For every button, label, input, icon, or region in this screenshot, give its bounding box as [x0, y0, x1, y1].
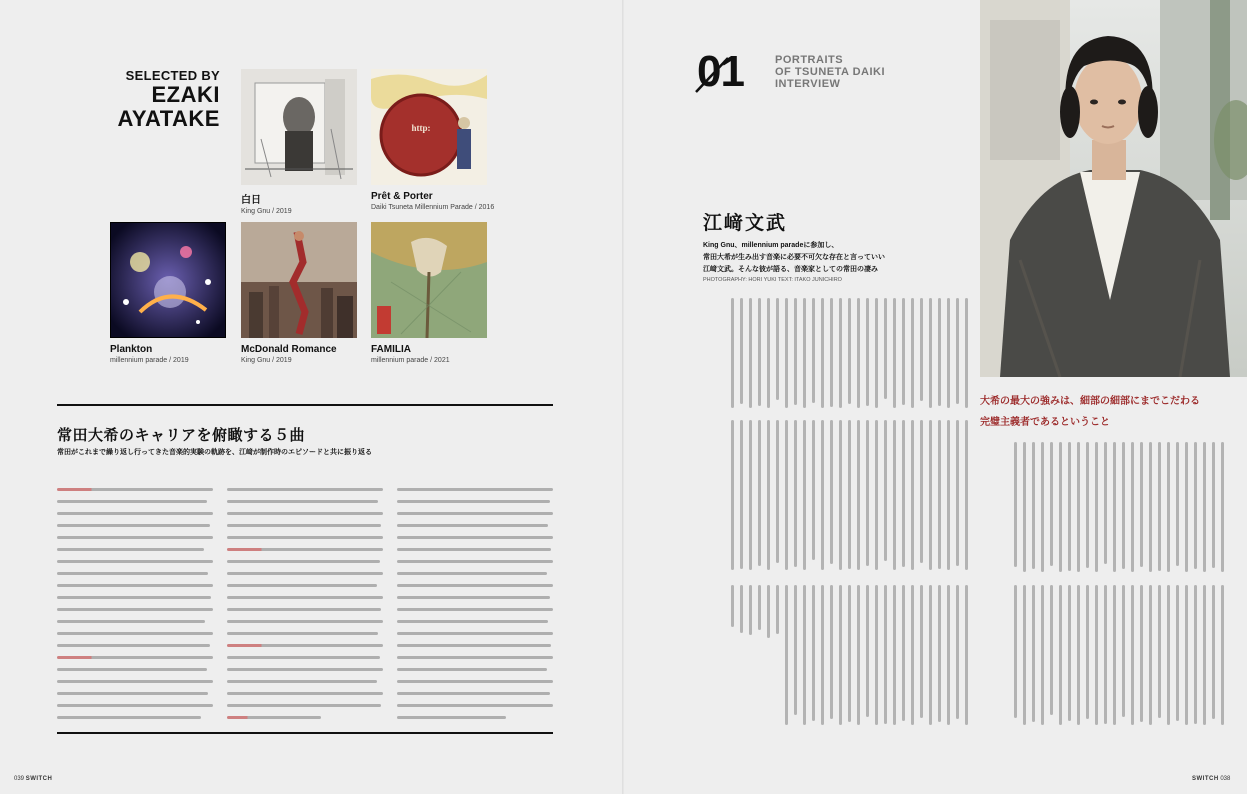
album-artist-year: millennium parade / 2021 [371, 357, 450, 364]
album-familia [371, 222, 487, 364]
album-title: Prêt & Porter [371, 191, 433, 202]
interviewee-name: 江﨑文武 [703, 213, 788, 234]
album-artist-year: Daiki Tsuneta Millennium Parade / 2016 [371, 204, 495, 211]
lead-line-3: 江﨑文武。そんな彼が語る、音楽家としての常田の凄み [703, 266, 878, 273]
photo-credit: PHOTOGRAPHY: HORI YUKI TEXT: ITAKO JUNICHIRO [703, 277, 842, 283]
pull-quote-line-2: 完璧主義者であるということ [980, 417, 1110, 428]
album-title: Plankton [110, 344, 153, 355]
album-cover-plankton [110, 222, 226, 338]
svg-text:http:: http: [411, 123, 431, 133]
album-hakujitsu [241, 69, 357, 215]
vertical-text-block-1 [703, 298, 968, 408]
career-section-title: 常田大希のキャリアを俯瞰する５曲 [57, 427, 306, 444]
album-cover-hakujitsu [241, 69, 357, 185]
vertical-text-block-4 [984, 442, 1224, 572]
album-plankton [110, 222, 226, 364]
album-artist-year: millennium parade / 2019 [110, 357, 189, 364]
body-text-column-1 [57, 488, 213, 728]
section-rule-top [57, 404, 553, 406]
album-title: FAMILIA [371, 344, 411, 355]
album-cover-familia [371, 222, 487, 338]
album-mcdonald-romance [241, 222, 357, 364]
album-cover-mcdonald-romance [241, 222, 357, 338]
feature-heading-line-2: OF TSUNETA DAIKI [775, 66, 886, 78]
feature-heading-line-3: INTERVIEW [775, 78, 841, 90]
album-artist-year: King Gnu / 2019 [241, 208, 292, 215]
footer-left-folio [14, 776, 52, 782]
feature-number: 01 [697, 47, 744, 96]
selected-by-label: SELECTED BY [125, 68, 220, 83]
selector-name-line2: AYATAKE [117, 106, 220, 131]
album-title: McDonald Romance [241, 344, 337, 355]
body-text-column-2 [227, 488, 383, 728]
lead-line-1: King Gnu、millennium paradeに参加し、 [703, 242, 839, 249]
vertical-text-block-3 [703, 585, 968, 725]
page-number-left: 039 [14, 776, 25, 782]
album-artist-year: King Gnu / 2019 [241, 357, 292, 364]
magazine-name-left: SWITCH [25, 776, 53, 782]
pull-quote-line-1: 大希の最大の強みは、細部の細部にまでこだわる [980, 396, 1200, 407]
page-gutter [622, 0, 624, 794]
footer-right-folio [1192, 776, 1230, 782]
vertical-text-block-2 [703, 420, 968, 570]
album-pret-porter [371, 69, 494, 211]
career-section-subtitle: 常田がこれまで繰り返し行ってきた音楽的実験の軌跡を、江﨑が制作時のエピソードと共に振り返る [57, 449, 372, 456]
selected-by-block [100, 68, 220, 131]
feature-heading [775, 54, 885, 90]
page-number-right: 038 [1220, 776, 1231, 782]
magazine-name-right: SWITCH [1192, 776, 1219, 782]
lead-line-2: 常田大希が生み出す音楽に必要不可欠な存在と言っていい [703, 254, 885, 261]
feature-heading-line-1: PORTRAITS [775, 54, 844, 66]
portrait-photo [980, 0, 1247, 377]
lead-text [703, 240, 933, 276]
selector-name-line1: EZAKI [151, 82, 220, 107]
album-title: 白日 [241, 195, 261, 206]
pull-quote [980, 391, 1220, 433]
album-cover-pret-porter [371, 69, 487, 185]
body-text-column-3 [397, 488, 553, 728]
vertical-text-block-5 [984, 585, 1224, 725]
section-rule-bottom [57, 732, 553, 734]
